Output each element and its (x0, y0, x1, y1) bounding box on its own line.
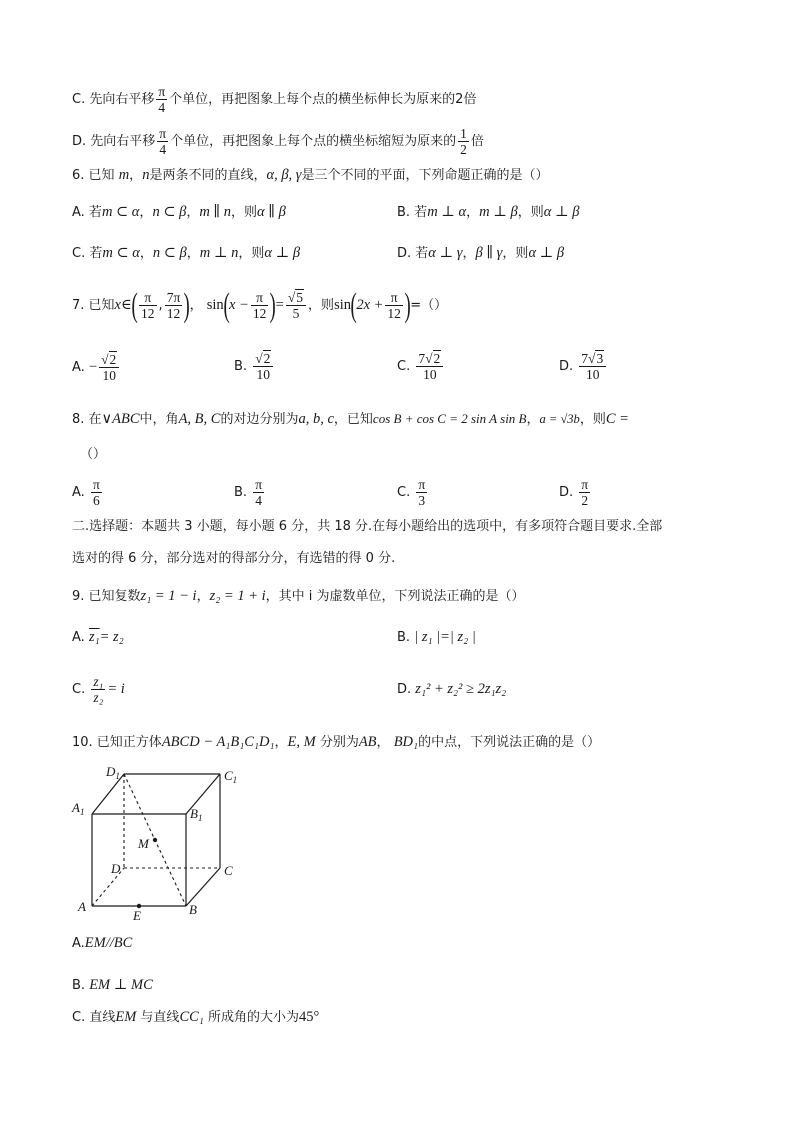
label-m: M (138, 836, 149, 851)
math-n: n (142, 167, 150, 183)
q8-option-c: C. $\frac{\pi}{3}$ (397, 477, 426, 508)
section-heading-cont: 选对的得 6 分，部分选对的得部分分，有选错的得 0 分. (72, 551, 396, 566)
cube-figure (70, 758, 250, 923)
q10-option-c: C. 直线EM 与直线CC₁ 所成角的大小为45° (72, 1009, 320, 1025)
stem-text: 是两条不同的直线， (149, 168, 267, 183)
q8-answer-blank: （） (80, 447, 107, 462)
label-d1: $D_1$ (106, 764, 120, 781)
q8-option-d: D. $\frac{\pi}{2}$ (559, 477, 589, 508)
q8-option-a: A. $\frac{\pi}{6}$ (72, 477, 100, 508)
q6-option-b: B. 若m ⊥ α，m ⊥ β，则α ⊥ β (397, 204, 580, 220)
q9-stem: 9. 已知复数z₁ = 1 − i，z₂ = 1 + i，其中 i 为虚数单位，下列说法正确的是（） (72, 588, 525, 604)
label-c1: $C_1$ (224, 768, 238, 785)
q5-option-c (72, 84, 476, 115)
q7-option-c: C. $\frac{7√2}{10}$ (397, 350, 445, 384)
stem-text: 是三个不同的平面，下列命题正确的是（） (301, 168, 549, 183)
q6-stem: 6. 已知 m，n是两条不同的直线，α, β, γ是三个不同的平面，下列命题正确的是（） (72, 167, 549, 183)
option-text: 个单位，再把图象上每个点的横坐标缩短为原来的 (170, 134, 457, 149)
option-text: C. 先向右平移 (72, 92, 155, 107)
q10-option-b: B. EM ⊥ MC (72, 977, 153, 993)
label-e: E (133, 908, 141, 923)
q6-option-c: C. 若m ⊂ α，n ⊂ β，m ⊥ n，则α ⊥ β (72, 245, 301, 261)
label-b: B (189, 902, 197, 917)
fraction-pi-over-4: $\frac{\pi}{4}$ (158, 84, 166, 115)
fraction-pi-over-4: $\frac{\pi}{4}$ (159, 126, 167, 157)
q9-option-a: A. z₁= z₂ (72, 629, 124, 645)
q7-option-a: A. − $\frac{√2}{10}$ (72, 350, 121, 385)
q5-option-d (72, 126, 484, 157)
label-a: A (78, 899, 86, 914)
q6-option-a: A. 若m ⊂ α，n ⊂ β，m ∥ n，则α ∥ β (72, 204, 286, 220)
option-text: D. 先向右平移 (72, 134, 156, 149)
section-heading: 二.选择题：本题共 3 小题，每小题 6 分，共 18 分.在每小题给出的选项中，有多项符合题目要求.全部 (72, 519, 663, 534)
q8-stem: 8. 在∨ABC中，角A, B, C的对边分别为a, b, c，已知cos B + cos C = 2 sin A sin B，a = √3b，则C = (72, 411, 629, 427)
q9-option-d: D. z₁² + z₂² ≥ 2z₁z₂ (397, 681, 507, 697)
label-c: C (224, 863, 233, 878)
label-b1: $B_1$ (190, 806, 203, 823)
math-planes: α, β, γ (266, 167, 302, 183)
q10-stem: 10. 已知正方体ABCD − A₁B₁C₁D₁，E, M 分别为AB， BD₁的中点，下列说法正确的是（） (72, 734, 601, 750)
q7-stem: 7. 已知x∈( $\frac{\pi}{12}$ , $\frac{7\pi}{12}$ )， sin(x − $\frac{\pi}{12}$ )= $\frac{√5}{5}$ ，则sin(2x + $\frac{\pi}{12}$ )=（） (72, 286, 448, 324)
q6-option-d: D. 若α ⊥ γ，β ∥ γ，则α ⊥ β (397, 245, 565, 261)
math-m: m (118, 167, 130, 183)
option-text: 倍 (470, 134, 484, 149)
stem-text: 6. 已知 (72, 168, 115, 183)
q10-option-a: A.EM//BC (72, 935, 133, 951)
q7-option-d: D. $\frac{7√3}{10}$ (559, 350, 608, 384)
q9-option-b: B. | z₁ |=| z₂ | (397, 629, 476, 645)
option-text: 个单位，再把图象上每个点的横坐标伸长为原来的2倍 (169, 92, 477, 107)
q9-option-c: C. $\frac{\text{z₁}}{\text{z₂}}$ = i (72, 674, 125, 705)
fraction-one-half: $\frac{1}{2}$ (460, 126, 467, 157)
q8-option-b: B. $\frac{\pi}{4}$ (234, 477, 263, 508)
q7-option-b: B. $\frac{√2}{10}$ (234, 350, 275, 384)
label-d: D (111, 861, 121, 876)
label-a1: $A_1$ (72, 800, 85, 817)
